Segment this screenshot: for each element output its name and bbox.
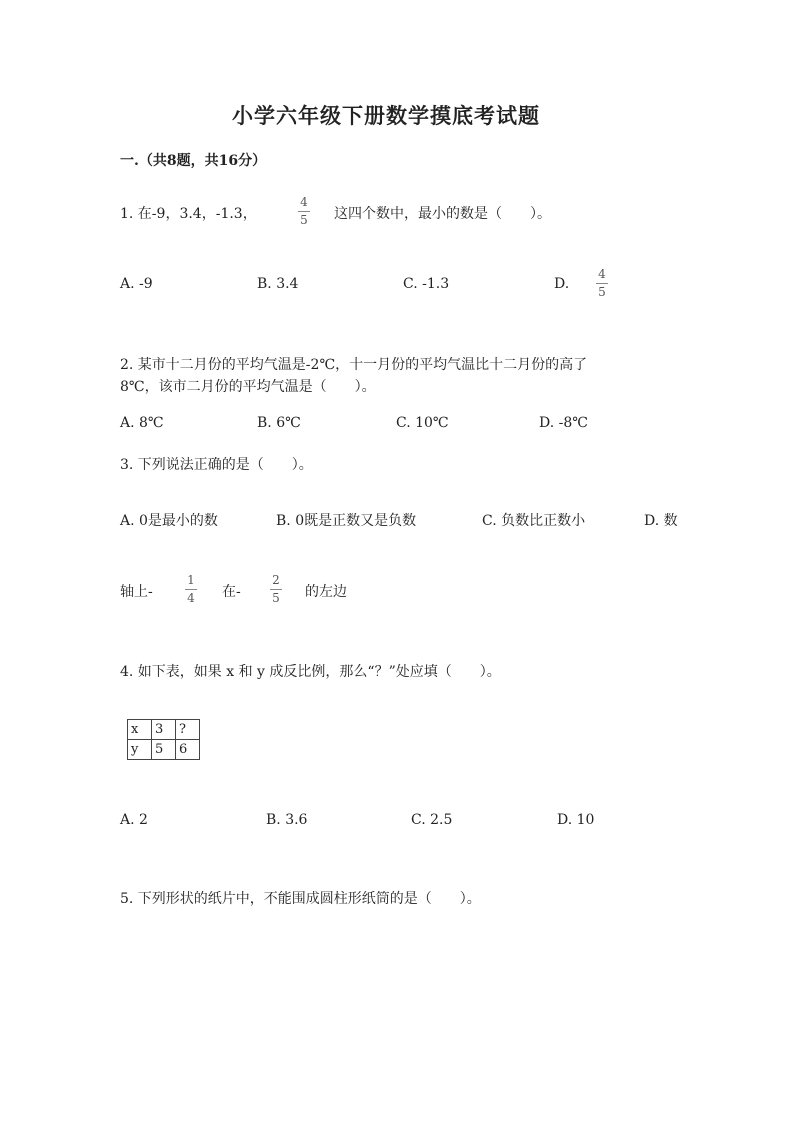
table-cell: 6 — [176, 740, 200, 760]
q1-option-d-denominator: 5 — [598, 285, 606, 299]
section-heading: 一.（共8题，共16分） — [120, 153, 267, 169]
table-cell: ? — [176, 720, 200, 740]
table-cell: 3 — [152, 720, 176, 740]
q3-stem: 3. 下列说法正确的是（ ）。 — [120, 457, 313, 473]
table-cell: x — [128, 720, 152, 740]
q1-stem-start: 1. 在-9，3.4，-1.3， — [120, 206, 257, 222]
q3-option-d: D. 数 — [644, 513, 678, 529]
q1-option-d: D. — [554, 276, 570, 292]
q4-option-c: C. 2.5 — [411, 812, 453, 828]
q3-fraction-2-numerator: 2 — [272, 573, 280, 587]
fraction-bar — [270, 589, 282, 590]
q5-stem: 5. 下列形状的纸片中，不能围成圆柱形纸筒的是（ ）。 — [120, 891, 481, 907]
q1-option-d-fraction — [594, 268, 610, 299]
q3-option-a: A. 0是最小的数 — [120, 513, 218, 529]
q1-option-d-numerator: 4 — [598, 267, 606, 281]
q3-continuation-end: 的左边 — [305, 584, 347, 600]
q2-option-b: B. 6℃ — [257, 415, 301, 431]
q3-continuation-middle: 在- — [222, 584, 241, 600]
q2-stem-line-2: 8℃，该市二月份的平均气温是（ ）。 — [120, 379, 376, 395]
q4-option-b: B. 3.6 — [266, 812, 308, 828]
q1-fraction-denominator: 5 — [300, 213, 308, 227]
q1-option-a: A. -9 — [120, 276, 153, 292]
page-title: 小学六年级下册数学摸底考试题 — [232, 103, 540, 128]
q3-fraction-2-denominator: 5 — [272, 591, 280, 605]
table-row — [128, 720, 200, 740]
table-cell: y — [128, 740, 152, 760]
q2-option-a: A. 8℃ — [120, 415, 164, 431]
fraction-bar — [596, 283, 608, 284]
q1-fraction — [296, 196, 312, 227]
q4-stem: 4. 如下表，如果 x 和 y 成反比例，那么“？”处应填（ ）。 — [120, 664, 501, 680]
q3-continuation-start: 轴上- — [120, 584, 153, 600]
q3-option-c: C. 负数比正数小 — [482, 513, 586, 529]
q1-option-c: C. -1.3 — [403, 276, 450, 292]
q4-option-d: D. 10 — [557, 812, 595, 828]
q3-option-b: B. 0既是正数又是负数 — [276, 513, 417, 529]
q3-fraction-1-denominator: 4 — [187, 591, 195, 605]
q1-stem-end: 这四个数中，最小的数是（ ）。 — [334, 206, 551, 222]
table-cell: 5 — [152, 740, 176, 760]
q1-fraction-numerator: 4 — [300, 195, 308, 209]
q3-fraction-1-numerator: 1 — [187, 573, 195, 587]
fraction-bar — [298, 211, 310, 212]
q4-ratio-table — [127, 719, 200, 760]
q1-option-b: B. 3.4 — [257, 276, 299, 292]
fraction-bar — [185, 589, 197, 590]
q3-fraction-2 — [268, 574, 284, 605]
table-row — [128, 740, 200, 760]
q2-stem-line-1: 2. 某市十二月份的平均气温是-2℃，十一月份的平均气温比十二月份的高了 — [120, 357, 588, 373]
q2-option-d: D. -8℃ — [539, 415, 588, 431]
q4-option-a: A. 2 — [120, 812, 148, 828]
q2-option-c: C. 10℃ — [396, 415, 449, 431]
q3-fraction-1 — [183, 574, 199, 605]
